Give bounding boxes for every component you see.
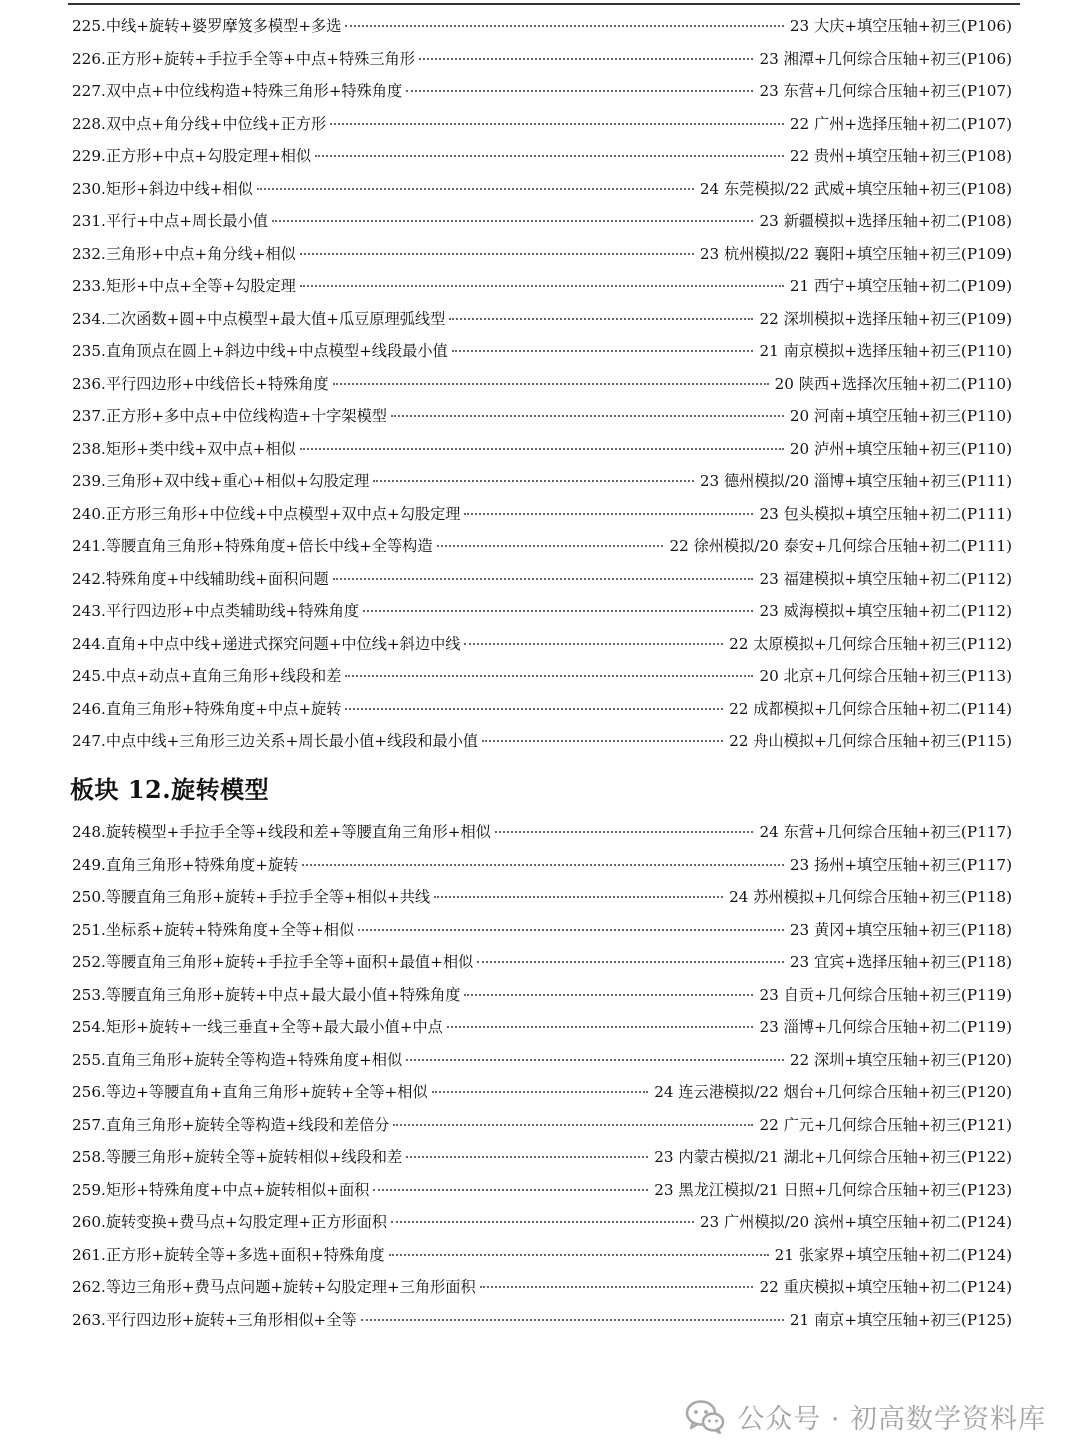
dot-leader: [345, 675, 753, 677]
toc-entry: [72, 914, 1012, 947]
toc-entry: [72, 849, 1012, 882]
toc-entry-source: 23 湘潭+几何综合压轴+初三(P106): [759, 49, 1012, 68]
dot-leader: [345, 708, 723, 710]
dot-leader: [477, 961, 784, 963]
toc-entry-source: 21 张家界+填空压轴+初二(P124): [774, 1245, 1012, 1264]
toc-entry-source: 24 连云港模拟/22 烟台+几何综合压轴+初三(P120): [654, 1083, 1012, 1101]
watermark-footer: [685, 1397, 1046, 1436]
dot-leader: [272, 220, 753, 222]
toc-entry-source: 23 东营+几何综合压轴+初三(P107): [759, 82, 1012, 100]
toc-entry: [72, 693, 1012, 726]
toc-entry-source: 23 扬州+填空压轴+初三(P117): [789, 855, 1012, 874]
toc-entry-title: 231.平行+中点+周长最小值: [72, 212, 268, 230]
toc-list-part-2: [72, 816, 1012, 1336]
toc-entry-source: 20 泸州+填空压轴+初三(P110): [789, 439, 1012, 458]
dot-leader: [373, 1189, 648, 1191]
toc-entry: [72, 140, 1012, 173]
dot-leader: [300, 285, 784, 287]
toc-entry: [72, 816, 1012, 849]
toc-entry-source: 20 北京+几何综合压轴+初三(P113): [759, 667, 1012, 685]
toc-entry-source: 21 南京+填空压轴+初三(P125): [789, 1310, 1012, 1329]
dot-leader: [361, 1319, 784, 1321]
toc-entry-title: 232.三角形+中点+角分线+相似: [72, 244, 296, 263]
toc-entry: [72, 595, 1012, 628]
dot-leader: [391, 1221, 694, 1223]
toc-entry-source: 22 太原模拟+几何综合压轴+初三(P112): [729, 634, 1012, 653]
toc-entry: [72, 400, 1012, 433]
toc-entry-title: 260.旋转变换+费马点+勾股定理+正方形面积: [72, 1213, 387, 1231]
toc-entry: [72, 660, 1012, 693]
toc-entry-source: 23 宜宾+选择压轴+初三(P118): [789, 953, 1012, 971]
toc-entry-title: 244.直角+中点中线+递进式探究问题+中位线+斜边中线: [72, 634, 461, 653]
toc-entry-title: 243.平行四边形+中点类辅助线+特殊角度: [72, 602, 360, 620]
toc-entry: [72, 979, 1012, 1012]
toc-entry: [72, 725, 1012, 758]
dot-leader: [333, 383, 769, 385]
dot-leader: [333, 578, 754, 580]
toc-entry: [72, 1076, 1012, 1109]
toc-entry-source: 24 东营+几何综合压轴+初三(P117): [759, 823, 1012, 841]
dot-leader: [437, 545, 664, 547]
toc-entry: [72, 270, 1012, 303]
toc-entry: [72, 1174, 1012, 1207]
toc-entry-source: 22 贵州+填空压轴+初三(P108): [789, 147, 1012, 165]
section-heading: 板块 12.旋转模型: [70, 775, 270, 804]
dot-leader: [257, 188, 694, 190]
toc-entry-title: 258.等腰三角形+旋转全等+旋转相似+线段和差: [72, 1148, 403, 1166]
toc-entry: [72, 1304, 1012, 1337]
dot-leader: [464, 643, 723, 645]
toc-entry-source: 21 西宁+填空压轴+初二(P109): [789, 277, 1012, 295]
toc-entry: [72, 205, 1012, 238]
toc-entry-title: 257.直角三角形+旋转全等构造+线段和差倍分: [72, 1115, 390, 1134]
dot-leader: [482, 740, 723, 742]
toc-entry-title: 234.二次函数+圆+中点模型+最大值+瓜豆原理弧线型: [72, 309, 446, 328]
toc-entry-source: 22 深圳+填空压轴+初三(P120): [789, 1050, 1012, 1069]
dot-leader: [406, 90, 753, 92]
dot-leader: [358, 929, 784, 931]
toc-entry: [72, 238, 1012, 271]
toc-entry-title: 245.中点+动点+直角三角形+线段和差: [72, 667, 342, 685]
dot-leader: [495, 831, 754, 833]
toc-entry: [72, 173, 1012, 206]
toc-entry: [72, 498, 1012, 531]
toc-entry-source: 20 陕西+选择次压轴+初二(P110): [774, 374, 1012, 393]
toc-entry: [72, 303, 1012, 336]
toc-entry: [72, 1141, 1012, 1174]
toc-entry-title: 226.正方形+旋转+手拉手全等+中点+特殊三角形: [72, 49, 415, 68]
dot-leader: [464, 513, 753, 515]
toc-entry: [72, 530, 1012, 563]
dot-leader: [373, 480, 693, 482]
watermark-text: 公众号 · 初高数学资料库: [737, 1404, 1046, 1435]
dot-leader: [391, 415, 784, 417]
toc-entry-title: 246.直角三角形+特殊角度+中点+旋转: [72, 699, 342, 718]
toc-entry: [72, 43, 1012, 76]
toc-entry: [72, 1011, 1012, 1044]
dot-leader: [452, 350, 754, 352]
toc-entry-title: 249.直角三角形+特殊角度+旋转: [72, 855, 299, 874]
toc-entry-title: 263.平行四边形+旋转+三角形相似+全等: [72, 1310, 357, 1329]
toc-entry-source: 23 黄冈+填空压轴+初三(P118): [789, 920, 1012, 939]
toc-entry-title: 230.矩形+斜边中线+相似: [72, 179, 253, 198]
toc-entry: [72, 368, 1012, 401]
toc-entry: [72, 1206, 1012, 1239]
toc-entry: [72, 75, 1012, 108]
top-rule: [68, 3, 1020, 5]
toc-entry-title: 228.双中点+角分线+中位线+正方形: [72, 114, 327, 133]
toc-entry: [72, 10, 1012, 43]
toc-entry-title: 247.中点中线+三角形三边关系+周长最小值+线段和最小值: [72, 732, 479, 750]
toc-entry-source: 24 苏州模拟+几何综合压轴+初三(P118): [729, 888, 1012, 906]
dot-leader: [363, 610, 753, 612]
toc-entry-source: 23 大庆+填空压轴+初三(P106): [789, 17, 1012, 35]
toc-entry: [72, 465, 1012, 498]
toc-entry-title: 254.矩形+旋转+一线三垂直+全等+最大最小值+中点: [72, 1018, 443, 1036]
dot-leader: [345, 25, 783, 27]
toc-entry-source: 21 南京模拟+选择压轴+初三(P110): [759, 342, 1012, 360]
toc-entry: [72, 1109, 1012, 1142]
toc-entry: [72, 881, 1012, 914]
toc-entry-source: 23 威海模拟+填空压轴+初二(P112): [759, 602, 1012, 620]
toc-entry-source: 23 内蒙古模拟/21 湖北+几何综合压轴+初三(P122): [654, 1148, 1012, 1166]
toc-entry-title: 237.正方形+多中点+中位线构造+十字架模型: [72, 407, 387, 425]
toc-entry-title: 261.正方形+旋转全等+多选+面积+特殊角度: [72, 1245, 385, 1264]
toc-entry-source: 22 成都模拟+几何综合压轴+初二(P114): [729, 699, 1012, 718]
toc-entry-title: 238.矩形+类中线+双中点+相似: [72, 439, 296, 458]
toc-entry-source: 22 舟山模拟+几何综合压轴+初三(P115): [729, 732, 1012, 750]
dot-leader: [449, 318, 753, 320]
dot-leader: [300, 253, 694, 255]
dot-leader: [300, 448, 784, 450]
toc-entry-title: 227.双中点+中位线构造+特殊三角形+特殊角度: [72, 82, 403, 100]
dot-leader: [447, 1026, 754, 1028]
toc-entry: [72, 628, 1012, 661]
toc-entry-source: 22 广元+几何综合压轴+初三(P121): [759, 1115, 1012, 1134]
toc-entry-title: 239.三角形+双中线+重心+相似+勾股定理: [72, 472, 370, 490]
toc-entry-title: 259.矩形+特殊角度+中点+旋转相似+面积: [72, 1180, 370, 1199]
toc-entry-source: 22 广州+选择压轴+初二(P107): [789, 114, 1012, 133]
dot-leader: [302, 864, 783, 866]
toc-entry-source: 23 杭州模拟/22 襄阳+填空压轴+初三(P109): [699, 244, 1012, 263]
dot-leader: [315, 155, 784, 157]
toc-entry-title: 252.等腰直角三角形+旋转+手拉手全等+面积+最值+相似: [72, 953, 474, 971]
toc-entry-source: 22 重庆模拟+填空压轴+初二(P124): [759, 1278, 1012, 1296]
toc-entry-title: 229.正方形+中点+勾股定理+相似: [72, 147, 312, 165]
toc-entry-source: 23 包头模拟+填空压轴+初二(P111): [759, 504, 1012, 523]
toc-entry: [72, 1044, 1012, 1077]
toc-entry-title: 248.旋转模型+手拉手全等+线段和差+等腰直角三角形+相似: [72, 823, 491, 841]
dot-leader: [434, 896, 723, 898]
toc-entry-title: 225.中线+旋转+婆罗摩笈多模型+多选: [72, 17, 342, 35]
toc-entry-source: 22 深圳模拟+选择压轴+初三(P109): [759, 309, 1012, 328]
toc-entry-title: 256.等边+等腰直角+直角三角形+旋转+全等+相似: [72, 1083, 428, 1101]
toc-entry: [72, 1239, 1012, 1272]
toc-entry-source: 22 徐州模拟/20 泰安+几何综合压轴+初二(P111): [669, 537, 1012, 555]
dot-leader: [406, 1059, 784, 1061]
dot-leader: [406, 1156, 648, 1158]
dot-leader: [432, 1091, 649, 1093]
toc-entry-title: 240.正方形三角形+中位线+中点模型+双中点+勾股定理: [72, 504, 461, 523]
toc-entry-title: 262.等边三角形+费马点问题+旋转+勾股定理+三角形面积: [72, 1278, 476, 1296]
toc-entry-title: 242.特殊角度+中线辅助线+面积问题: [72, 569, 329, 588]
toc-entry-title: 253.等腰直角三角形+旋转+中点+最大最小值+特殊角度: [72, 985, 461, 1004]
toc-entry-title: 235.直角顶点在圆上+斜边中线+中点模型+线段最小值: [72, 342, 448, 360]
toc-entry-title: 250.等腰直角三角形+旋转+手拉手全等+相似+共线: [72, 888, 431, 906]
toc-entry: [72, 1271, 1012, 1304]
toc-entry-source: 24 东莞模拟/22 武威+填空压轴+初三(P108): [699, 179, 1012, 198]
dot-leader: [419, 58, 754, 60]
toc-entry-source: 23 淄博+几何综合压轴+初二(P119): [759, 1018, 1012, 1036]
toc-entry-source: 23 福建模拟+填空压轴+初二(P112): [759, 569, 1012, 588]
toc-entry-title: 251.坐标系+旋转+特殊角度+全等+相似: [72, 920, 355, 939]
wechat-icon: [685, 1399, 725, 1435]
dot-leader: [389, 1254, 769, 1256]
toc-entry-source: 23 广州模拟/20 滨州+填空压轴+初二(P124): [699, 1213, 1012, 1231]
toc-entry-source: 20 河南+填空压轴+初三(P110): [789, 407, 1012, 425]
dot-leader: [393, 1124, 753, 1126]
toc-entry: [72, 108, 1012, 141]
toc-entry-source: 23 新疆模拟+选择压轴+初二(P108): [759, 212, 1012, 230]
toc-entry-source: 23 自贡+几何综合压轴+初三(P119): [759, 985, 1012, 1004]
toc-entry-title: 236.平行四边形+中线倍长+特殊角度: [72, 374, 329, 393]
toc-list-part-1: [72, 10, 1012, 758]
dot-leader: [480, 1286, 754, 1288]
toc-entry: [72, 433, 1012, 466]
toc-entry: [72, 946, 1012, 979]
toc-entry-source: 23 德州模拟/20 淄博+填空压轴+初三(P111): [699, 472, 1012, 490]
dot-leader: [464, 994, 753, 996]
toc-entry: [72, 563, 1012, 596]
toc-entry-source: 23 黑龙江模拟/21 日照+几何综合压轴+初三(P123): [654, 1180, 1012, 1199]
toc-entry-title: 233.矩形+中点+全等+勾股定理: [72, 277, 296, 295]
toc-entry: [72, 335, 1012, 368]
dot-leader: [330, 123, 784, 125]
toc-entry-title: 255.直角三角形+旋转全等构造+特殊角度+相似: [72, 1050, 403, 1069]
toc-entry-title: 241.等腰直角三角形+特殊角度+倍长中线+全等构造: [72, 537, 433, 555]
